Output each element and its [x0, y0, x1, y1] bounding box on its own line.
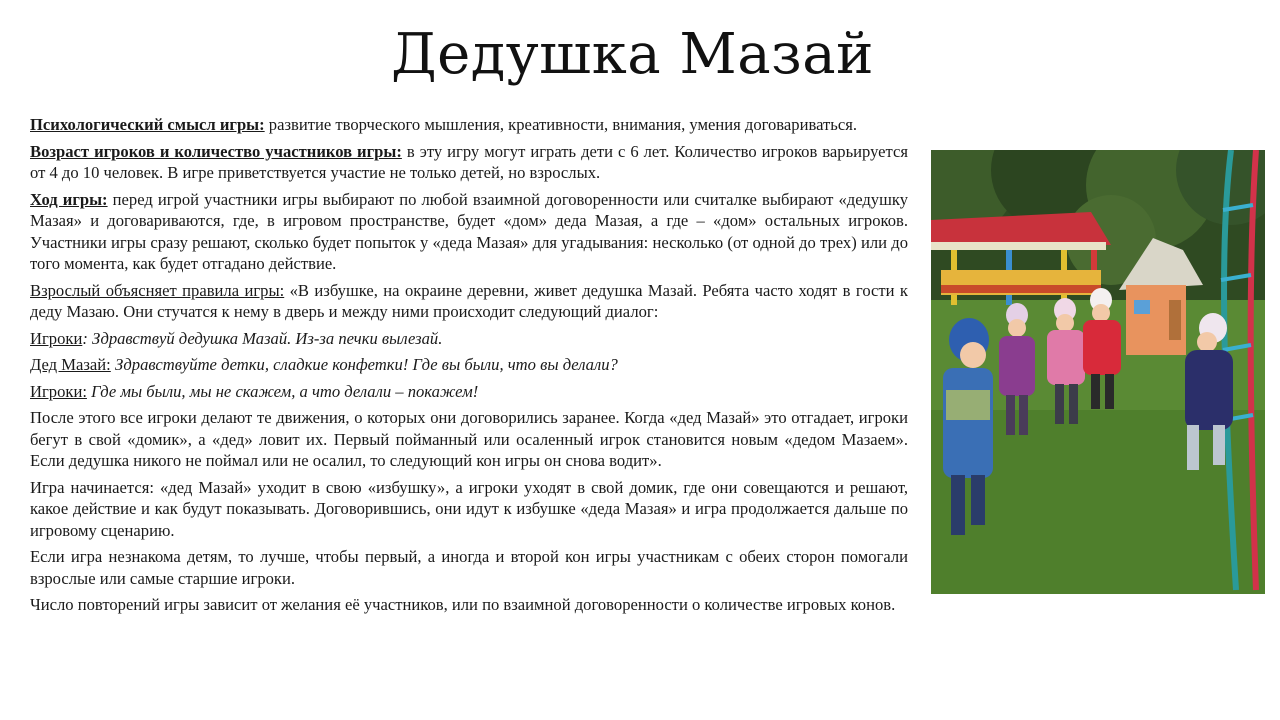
adult-text: «В избушке, на окраине деревни, живет дедушка Мазай. Ребята часто ходят в гости к деду Мазаю. Они стучатся к нему в дверь и между ними происходит следующий диалог: [30, 280, 908, 321]
dialog-punct: : [82, 328, 88, 348]
dialog-speaker: Игроки: [30, 381, 87, 401]
dialog-speaker: Дед Мазай: [30, 355, 111, 374]
paragraph-psych [30, 114, 908, 136]
course-label: Ход игры: [30, 189, 108, 209]
psych-text: развитие творческого мышления, креативности, внимания, умения договариваться. [264, 115, 857, 134]
age-label: Возраст игроков и количество участников игры: [30, 141, 402, 161]
paragraph: Игра начинается: «дед Мазай» уходит в свою «избушку», а игроки уходят в свой домик, где они совещаются и решают, какое действие и как будут показывать. Договорившись, они идут к избушке «деда Мазая» и игра продолжается дальше по игровому сценарию. [30, 477, 908, 540]
paragraph-adult [30, 280, 908, 323]
dialog-line [30, 354, 908, 376]
paragraph: Число повторений игры зависит от желания её участников, или по взаимной договоренности о количестве игровых конов. [30, 595, 896, 614]
children-playground-photo [931, 150, 1265, 594]
paragraph-course [30, 189, 908, 275]
dialog-line [30, 381, 908, 403]
dialog-line [30, 328, 908, 350]
paragraph-age [30, 141, 908, 184]
dialog-speaker: Игроки [30, 328, 83, 348]
dialog-text: Где мы были, мы не скажем, а что делали – покажем! [86, 381, 479, 401]
paragraph: Если игра незнакома детям, то лучше, чтобы первый, а иногда и второй кон игры участникам с обеих сторон помогали взрослые или самые старшие игроки. [30, 547, 908, 588]
text-body [30, 114, 908, 621]
dialog-text: Здравствуй дедушка Мазай. Из-за печки вылезай. [87, 328, 443, 348]
page-title: Дедушка Мазай [391, 22, 874, 87]
paragraph: После этого все игроки делают те движения, о которых они договорились заранее. Когда «дед Мазай» это отгадает, игроки бегут в свой «домик», а «дед» ловит их. Первый пойманный или осаленный игрок становится новым «дедом Мазаем». Если дедушка никого не поймал или не осалил, то следующий кон игры он снова водит». [30, 408, 908, 470]
course-text: перед игрой участники игры выбирают по любой взаимной договоренности или считалке выбирают «дедушку Мазая» и договариваются, где, в игровом пространстве, будет «дом» деда Мазая, а где – «дом» остальных игроков. Участники игры сразу решают, сколько будет попыток у «деда Мазая» для угадывания: несколько (от одной до трех) или до того момента, как будет отгадано действие. [30, 189, 909, 273]
psych-label: Психологический смысл игры: [30, 115, 265, 134]
age-text: в эту игру могут играть дети с 6 лет. Количество игроков варьируется от 4 до 10 человек. В игре приветствуется участие не только детей, но взрослых. [30, 141, 908, 182]
adult-label: Взрослый объясняет правила игры: [30, 280, 285, 300]
dialog-text: Здравствуйте детки, сладкие конфетки! Где вы были, что вы делали? [110, 355, 618, 374]
